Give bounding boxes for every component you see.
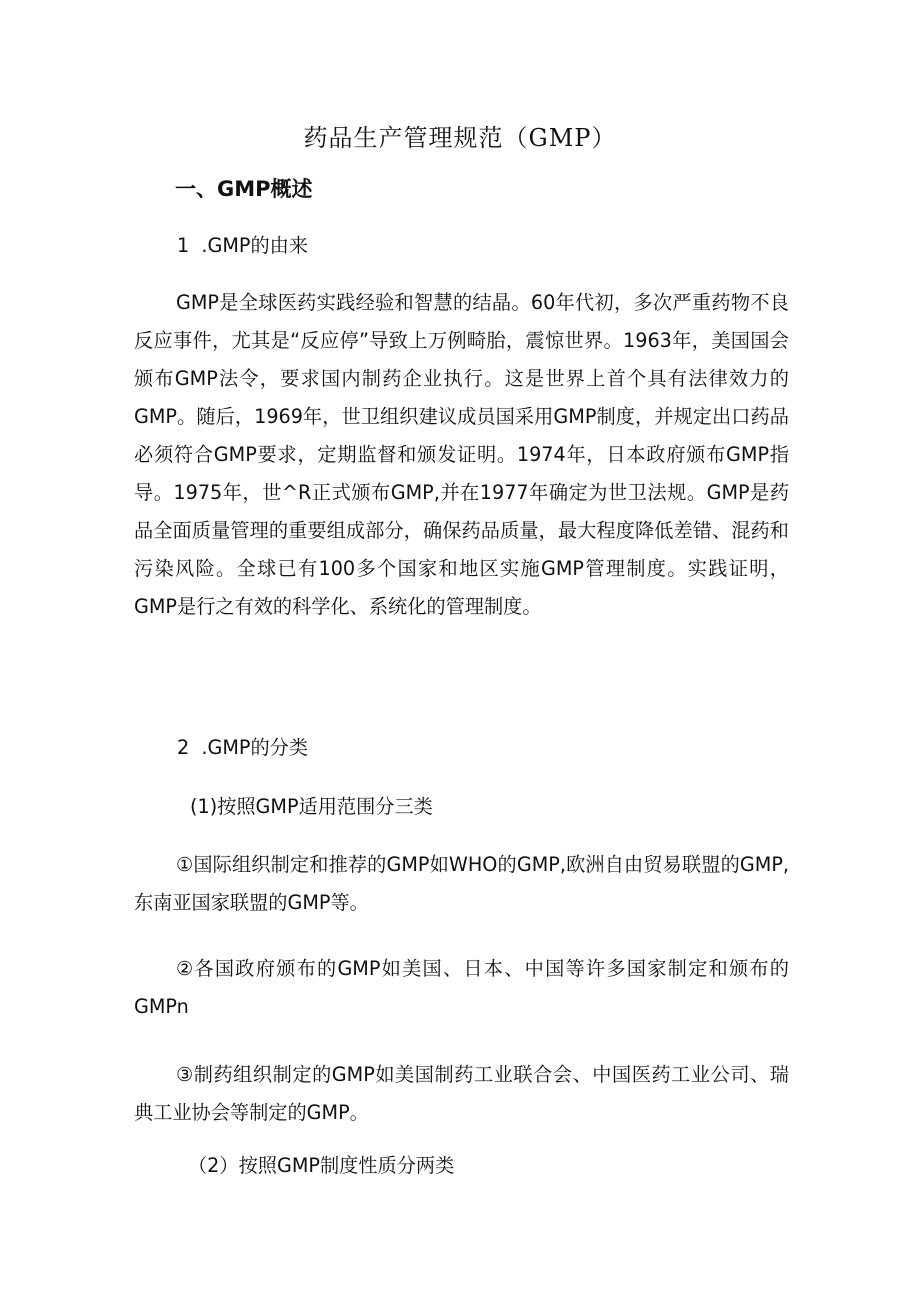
list-item-international-gmp: ①国际组织制定和推荐的GMP如WHO的GMP,欧洲自由贸易联盟的GMP,东南亚国家联盟的GMP等。	[134, 853, 789, 914]
subsection-title-classification: 2 .GMP的分类	[177, 736, 309, 759]
classification-scope-title: (1)按照GMP适用范围分三类	[190, 795, 433, 818]
document-title: 药品生产管理规范（GMP）	[303, 124, 617, 152]
paragraph-origin-body: GMP是全球医药实践经验和智慧的结晶。60年代初，多次严重药物不良反应事件，尤其是“反应停”导致上万例畸胎，震惊世界。1963年，美国国会颁布GMP法令，要求国内制药企业执行。这是世界上首个具有法律效力的GMP。随后，1969年，世卫组织建议成员国采用GMP制度，并规定出口药品必须符合GMP要求，定期监督和颁发证明。1974年，日本政府颁布GMP指导。1975年，世^R正式颁布GMP,并在1977年确定为世卫法规。GMP是药品全面质量管理的重要组成部分，确保药品质量，最大程度降低差错、混药和污染风险。全球已有100多个国家和地区实施GMP管理制度。实践证明，GMP是行之有效的科学化、系统化的管理制度。	[134, 291, 789, 618]
list-item-industry-gmp: ③制药组织制定的GMP如美国制药工业联合会、中国医药工业公司、瑞典工业协会等制定的GMP。	[134, 1063, 789, 1124]
list-item-national-gmp: ②各国政府颁布的GMP如美国、日本、中国等许多国家制定和颁布的GMPn	[134, 957, 789, 1018]
subsection-title-origin: 1 .GMP的由来	[177, 234, 309, 257]
classification-nature-title: （2）按照GMP制度性质分两类	[188, 1154, 455, 1177]
section-heading-overview: 一、GMP概述	[175, 177, 313, 201]
